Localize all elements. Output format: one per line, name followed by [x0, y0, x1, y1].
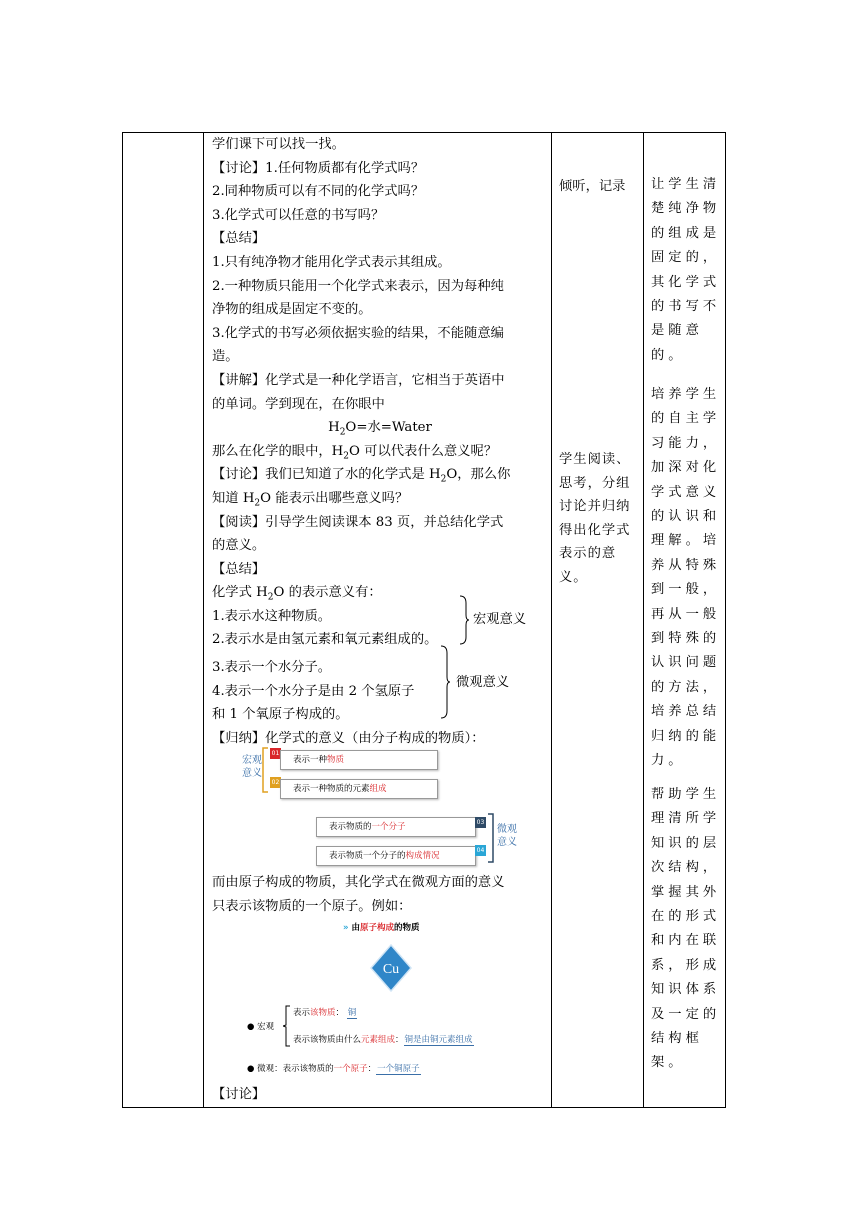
macro-label: 宏观意义 — [473, 612, 527, 627]
macro-bracket — [261, 747, 269, 793]
meaning-item-2: 2.表示水是由氢元素和氧元素组成的。 — [212, 632, 438, 648]
meaning-box-1: 表示一种物质 — [280, 750, 438, 770]
text-line: 3.化学式的书写必须依据实验的结果，不能随意编 — [212, 325, 504, 341]
meaning-box-4: 表示物质一个分子的构成情况 — [316, 846, 476, 866]
meaning-box-2: 表示一种物质的元素组成 — [280, 779, 438, 799]
macro-row-2: 表示该物质由什么元素组成：铜是由铜元素组成 — [293, 1035, 473, 1045]
text-line: 【讲解】化学式是一种化学语言，它相当于英语中 — [212, 372, 505, 388]
induce-line: 【归纳】化学式的意义（由分子构成的物质）： — [212, 730, 485, 746]
question-line: 那么在化学的眼中，$H_2O$ 可以代表什么意义呢？ — [212, 443, 498, 462]
micro-label: 微观意义 — [456, 675, 510, 690]
text-line: 2.同种物质可以有不同的化学式吗？ — [212, 184, 425, 200]
formula-line: $H_2O=$水=Water — [328, 420, 432, 438]
micro-row: ● 微观：表示该物质的一个原子：一个铜原子 — [247, 1064, 420, 1074]
atom-paragraph: 而由原子构成的物质，其化学式在微观方面的意义 只表示该物质的一个原子。例如： — [212, 875, 505, 914]
macro-row-1: 表示该物质： 铜 — [293, 1008, 357, 1018]
badge-01: 01 — [271, 750, 280, 757]
teaching-content — [212, 133, 548, 750]
text-line: 净物的组成是固定不变的。 — [212, 302, 372, 318]
column-divider-2 — [551, 133, 552, 1107]
meaning-item-3: 3.表示一个水分子。 — [212, 660, 332, 676]
design-intent-1: 让学生清楚纯净物的组成是固定的，其化学式的书写不是随意的。 — [651, 177, 721, 363]
atom-macro-brace — [283, 1005, 291, 1047]
micro-brace — [439, 645, 451, 719]
text-line: 造。 — [212, 349, 239, 365]
text-line: 【讨论】1.任何物质都有化学式吗？ — [212, 160, 425, 176]
column-divider-1 — [203, 133, 204, 1107]
meaning-box-3: 表示物质的一个分子 — [316, 817, 476, 837]
text-line: 2.一种物质只能用一个化学式来表示，因为每种纯 — [212, 278, 504, 294]
text-line: 3.化学式可以任意的书写吗？ — [212, 207, 385, 223]
meaning-intro: 化学式 $H_2O$ 的表示意义有： — [212, 585, 382, 603]
meaning-item-1: 1.表示水这种物质。 — [212, 608, 332, 624]
summary-heading: 【总结】 — [212, 561, 266, 577]
reading-line: 【阅读】引导学生阅读课本 83 页，并总结化学式 — [212, 514, 504, 530]
design-intent-3: 帮助学生理清所学知识的层次结构，掌握其外在的形式和内在联系，形成知识体系及一定的结构框架。 — [651, 787, 721, 1071]
atom-diagram-heading: » 由原子构成的物质 — [343, 923, 420, 933]
text-line: 【总结】 — [212, 231, 266, 247]
cu-symbol: Cu — [382, 962, 400, 977]
macro-tag: 宏观 意义 — [242, 755, 262, 779]
design-intent-2: 培养学生的自主学习能力，加深对化学式意义的认识和理解。培养从特殊到一般，再从一般到特殊的认识问题的方法，培养总结归纳的能力。 — [651, 387, 721, 769]
student-activity-1: 倾听，记录 — [559, 179, 626, 194]
meaning-item-4: 4.表示一个水分子是由 2 个氢原子 — [212, 683, 415, 699]
double-chevron-icon: » — [343, 923, 349, 933]
meaning-item-4b: 和 1 个氧原子构成的。 — [212, 707, 349, 723]
reading-line-2: 的意义。 — [212, 538, 266, 554]
discussion-end: 【讨论】 — [212, 1087, 266, 1102]
cu-diamond-icon — [369, 943, 413, 993]
micro-bracket — [487, 813, 495, 863]
macro-brace — [458, 595, 470, 645]
badge-03: 03 — [476, 819, 485, 826]
macro-bullet: ● 宏观 — [247, 1022, 275, 1032]
discussion-line: 【讨论】我们已知道了水的化学式是 $H_2O$，那么你 — [212, 467, 511, 485]
lesson-table — [122, 132, 726, 1108]
text-line: 学们课下可以找一找。 — [212, 137, 345, 152]
text-line: 1.只有纯净物才能用化学式表示其组成。 — [212, 254, 451, 270]
badge-04: 04 — [476, 847, 485, 854]
student-activity-2: 学生阅读、思考，分组讨论并归纳得出化学式表示的意义。 — [559, 452, 631, 585]
column-divider-3 — [643, 133, 644, 1107]
micro-tag: 微观 意义 — [497, 824, 517, 848]
badge-02: 02 — [271, 779, 280, 786]
text-line: 的单词。学到现在，在你眼中 — [212, 396, 385, 412]
discussion-line-2: 知道 $H_2O$ 能表示出哪些意义吗？ — [212, 490, 409, 509]
